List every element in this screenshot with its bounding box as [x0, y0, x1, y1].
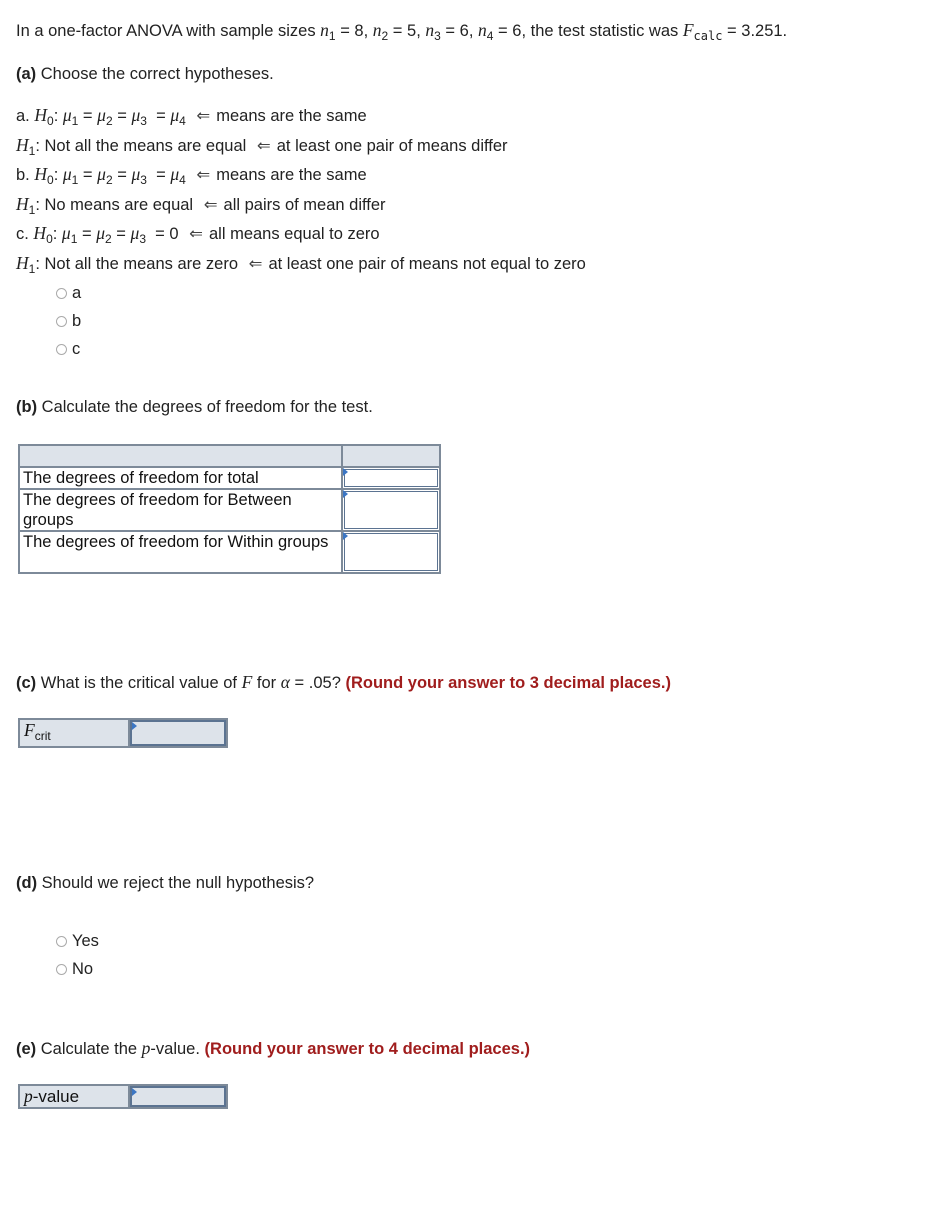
p-value-label: p-value [20, 1086, 130, 1107]
option-c-h1: $H_1$: Not all the means are zero ⇐ at least one pair of means not equal to zero [16, 252, 586, 276]
df-total-label: The degrees of freedom for total [19, 467, 342, 489]
radio-button[interactable] [56, 964, 67, 975]
option-a-h1: $H_1$: Not all the means are equal ⇐ at least one pair of means differ [16, 134, 508, 158]
df-between-input[interactable] [342, 489, 440, 531]
option-b-h1: $H_1$: No means are equal ⇐ all pairs of mean differ [16, 193, 386, 217]
part-c-heading: (c) What is the critical value of F for α = .05? (Round your answer to 3 decimal places.) [16, 672, 671, 692]
p-value-row [18, 1084, 228, 1109]
p-value-input[interactable] [130, 1086, 226, 1107]
part-e-heading: (e) Calculate the p-value. (Round your answer to 4 decimal places.) [16, 1038, 531, 1058]
part-d-heading: (d) Should we reject the null hypothesis? [16, 874, 315, 892]
f-crit-label: $F_{crit}$ [20, 720, 130, 746]
df-within-label: The degrees of freedom for Within groups [19, 531, 342, 573]
radio-button[interactable] [56, 936, 67, 947]
input-marker-icon [132, 1088, 137, 1096]
option-a-h0: a. $H_0$: $\mu_1 = \mu_2 = \mu_3 = \mu_4$ ⇐ means are the same [16, 105, 367, 128]
radio-button[interactable] [56, 316, 67, 327]
option-b-h0: b. $H_0$: $\mu_1 = \mu_2 = \mu_3 = \mu_4$ ⇐ means are the same [16, 164, 367, 188]
df-total-input[interactable] [342, 467, 440, 489]
degrees-of-freedom-table [18, 444, 441, 574]
radio-button[interactable] [56, 344, 67, 355]
input-marker-icon [343, 468, 348, 476]
radio-option-no[interactable]: No [56, 960, 93, 979]
part-a-heading: (a) Choose the correct hypotheses. [16, 65, 274, 83]
radio-option-b[interactable]: b [56, 312, 81, 331]
radio-option-yes[interactable]: Yes [56, 932, 99, 951]
f-crit-input[interactable] [130, 720, 226, 746]
table-header-cell [342, 445, 440, 467]
hypotheses-options [16, 104, 586, 282]
radio-button[interactable] [56, 288, 67, 299]
radio-option-a[interactable]: a [56, 284, 81, 303]
df-between-label: The degrees of freedom for Between groups [19, 489, 342, 531]
part-b-heading: (b) Calculate the degrees of freedom for the test. [16, 398, 373, 416]
option-c-h0: c. $H_0$: $\mu_1 = \mu_2 = \mu_3 = 0$ ⇐ all means equal to zero [16, 223, 380, 247]
table-header-cell [19, 445, 342, 467]
question-stem: In a one-factor ANOVA with sample sizes $n_1 = 8$, $n_2 = 5$, $n_3 = 6$, $n_4 = 6$, the test statistic was $F_{calc} = 3.251$. [16, 20, 788, 43]
df-within-input[interactable] [342, 531, 440, 573]
input-marker-icon [343, 490, 348, 498]
input-marker-icon [132, 722, 137, 730]
input-marker-icon [343, 532, 348, 540]
f-crit-row [18, 718, 228, 748]
radio-option-c[interactable]: c [56, 340, 80, 359]
